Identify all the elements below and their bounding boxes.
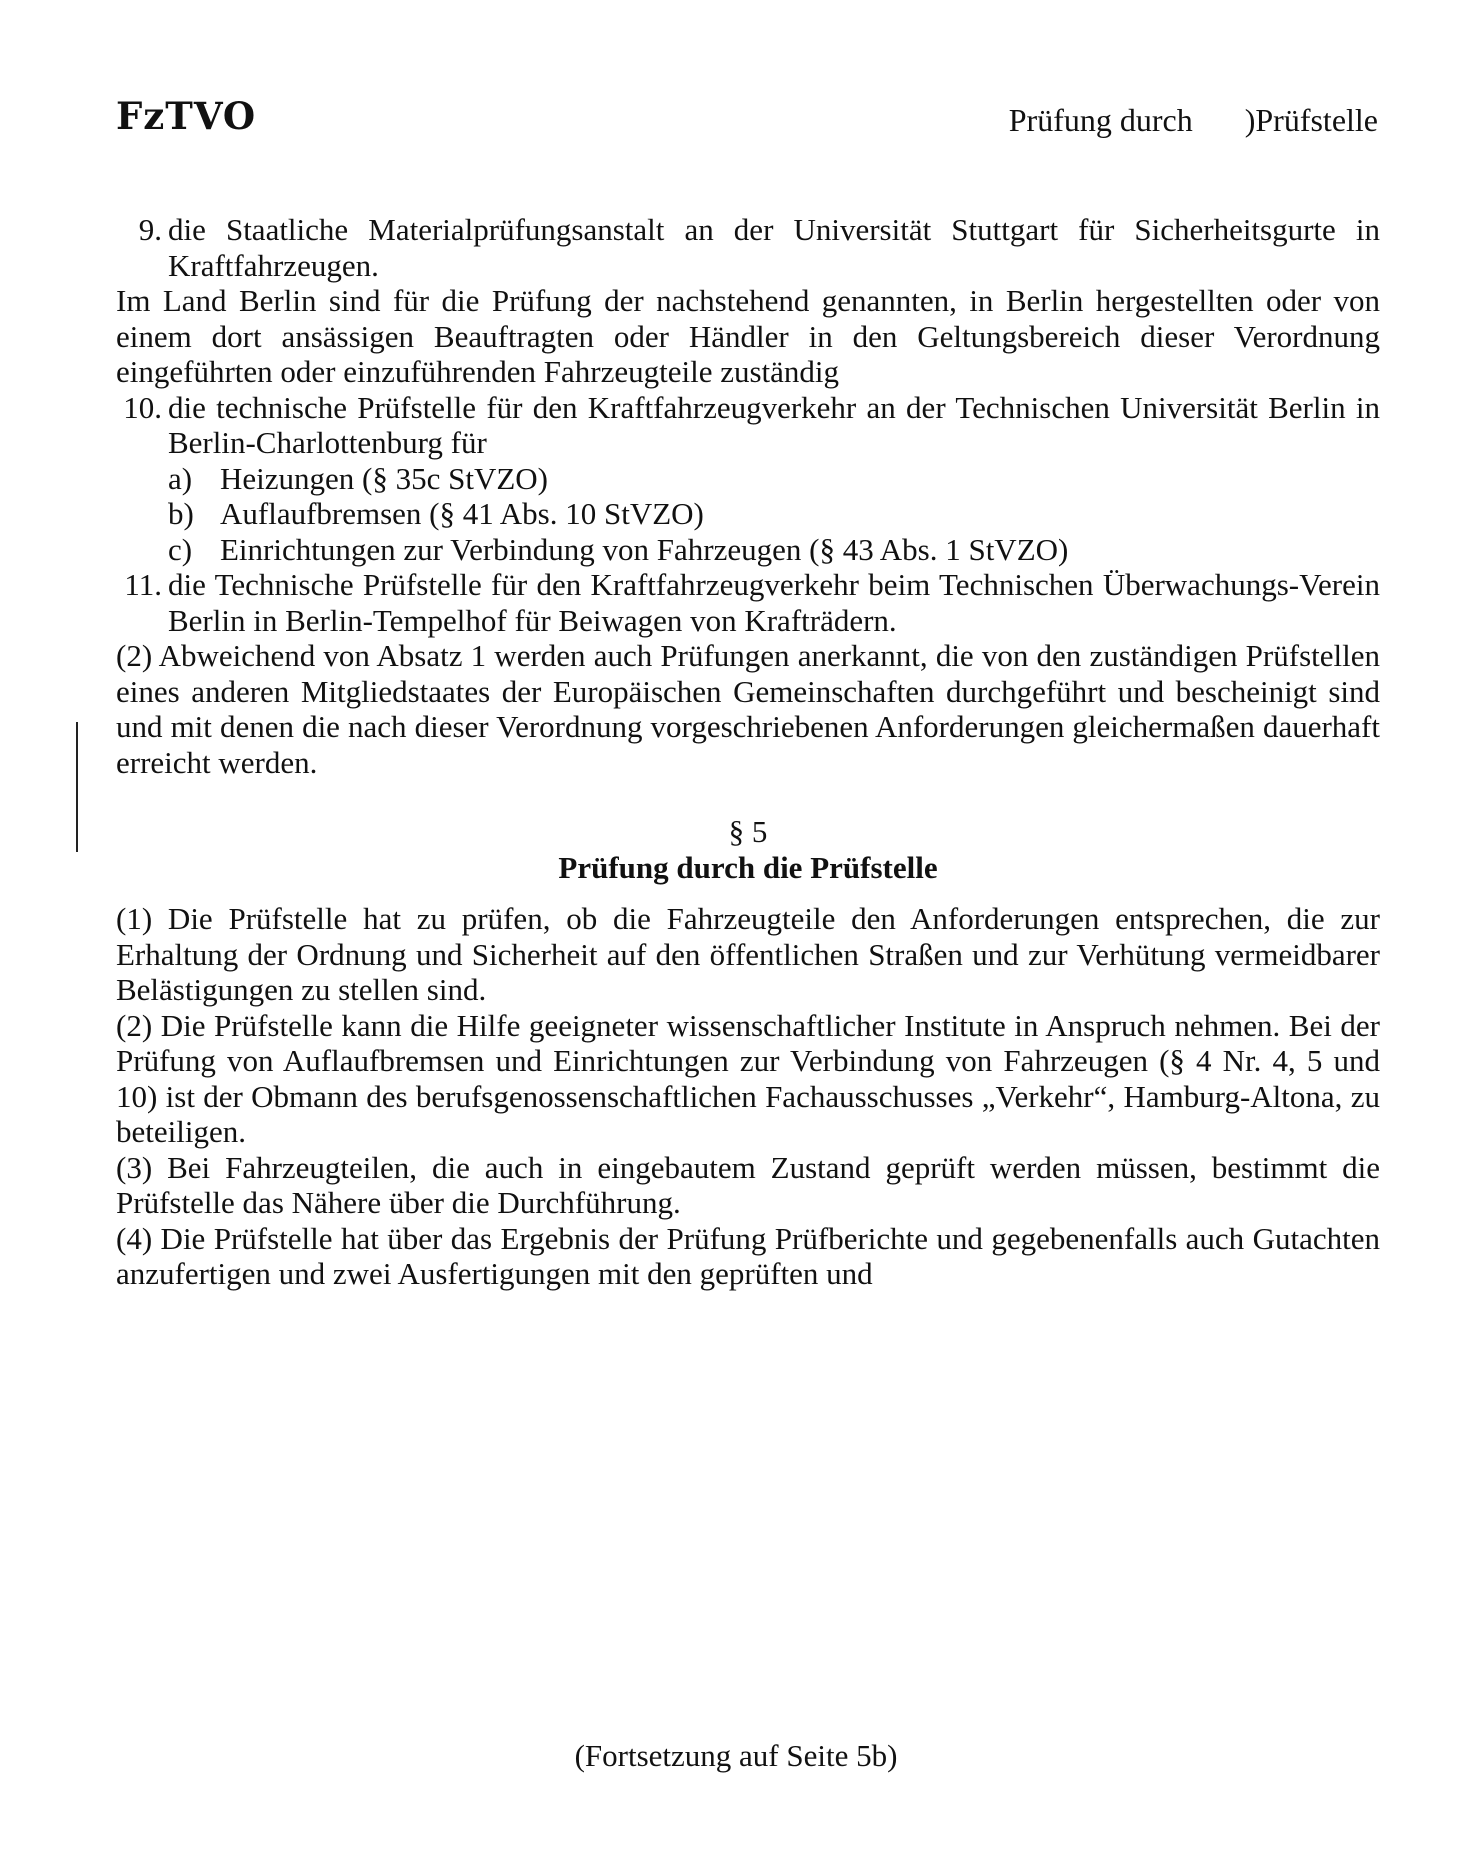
list-item-text: die Technische Prüfstelle für den Kraftfahrzeugverkehr beim Technischen Überwachungs-Verein Berlin in Berlin-Tempelhof für Beiwagen von Krafträdern. bbox=[168, 567, 1380, 638]
sub-item-b bbox=[116, 496, 1380, 532]
section-paragraph-4: (4) Die Prüfstelle hat über das Ergebnis der Prüfung Prüfberichte und gegebenenfalls auch Gutachten anzufertigen und zwei Ausfertigungen mit den geprüften und bbox=[116, 1220, 1380, 1291]
paragraph-2: (2) Abweichend von Absatz 1 werden auch Prüfungen anerkannt, die von den zuständigen Prüfstellen eines anderen Mitgliedstaates der Europäischen Gemeinschaften durchgeführt und bescheinigt sind und mit denen die nach dieser Verordnung vorgeschriebenen Anforderungen gleichermaßen dauerhaft erreicht werden. bbox=[116, 638, 1380, 780]
section-paragraph-3: (3) Bei Fahrzeugteilen, die auch in eingebautem Zustand geprüft werden müssen, bestimmt die Prüfstelle das Nähere über die Durchführung. bbox=[116, 1149, 1380, 1220]
sub-item-text: Heizungen (§ 35c StVZO) bbox=[220, 460, 548, 496]
document-body bbox=[116, 212, 1380, 1292]
header-running-title bbox=[1009, 102, 1378, 139]
header-abbreviation: FzTVO bbox=[116, 94, 257, 138]
section-title: Prüfung durch die Prüfstelle bbox=[558, 849, 938, 885]
change-marker-bar bbox=[76, 722, 78, 852]
sub-item-text: Einrichtungen zur Verbindung von Fahrzeugen (§ 43 Abs. 1 StVZO) bbox=[220, 531, 1069, 567]
list-item-11 bbox=[116, 567, 1380, 638]
sub-item-label: a) bbox=[168, 460, 193, 496]
header-title-part-1: Prüfung durch bbox=[1008, 102, 1193, 138]
sub-item-label: b) bbox=[168, 496, 194, 531]
list-item-text: die Staatliche Materialprüfungsanstalt an der Universität Stuttgart für Sicherheitsgurte in Kraftfahrzeugen. bbox=[168, 212, 1380, 283]
continuation-note: (Fortsetzung auf Seite 5b) bbox=[574, 1738, 898, 1773]
berlin-intro-paragraph: Im Land Berlin sind für die Prüfung der nachstehend genannten, in Berlin hergestellten oder von einem dort ansässigen Beauftragten oder Händler in den Geltungsbereich dieser Verordnung eingeführten oder einzuführenden Fahrzeugteile zuständig bbox=[116, 283, 1380, 389]
list-item-number: 9. bbox=[138, 212, 162, 247]
list-item-9 bbox=[116, 212, 1380, 283]
header-title-part-2: )Prüfstelle bbox=[1244, 102, 1378, 138]
sub-item-a bbox=[116, 461, 1380, 497]
sub-item-c bbox=[116, 532, 1380, 568]
section-number: § 5 bbox=[728, 814, 768, 849]
list-item-number: 10. bbox=[123, 389, 162, 425]
list-item-number: 11. bbox=[124, 567, 162, 602]
section-paragraph-1: (1) Die Prüfstelle hat zu prüfen, ob die Fahrzeugteile den Anforderungen entsprechen, die zur Erhaltung der Ordnung und Sicherheit auf den öffentlichen Straßen und zur Verhütung vermeidbarer Belästigungen zu stellen sind. bbox=[116, 901, 1380, 1007]
list-item-10 bbox=[116, 390, 1380, 461]
section-paragraph-2: (2) Die Prüfstelle kann die Hilfe geeigneter wissenschaftlicher Institute in Anspruch nehmen. Bei der Prüfung von Auflaufbremsen und Einrichtungen zur Verbindung von Fahrzeugen (§ 4 Nr. 4, 5 und 10) ist der Obmann des berufsgenossenschaftlichen Fachausschusses „Verkehr“, Hamburg-Altona, zu beteiligen. bbox=[116, 1007, 1380, 1149]
sub-item-label: c) bbox=[168, 531, 193, 567]
list-item-text: die technische Prüfstelle für den Kraftfahrzeugverkehr an der Technischen Universität Berlin in Berlin-Charlottenburg für bbox=[168, 389, 1380, 460]
sub-item-text: Auflaufbremsen (§ 41 Abs. 10 StVZO) bbox=[220, 496, 704, 531]
